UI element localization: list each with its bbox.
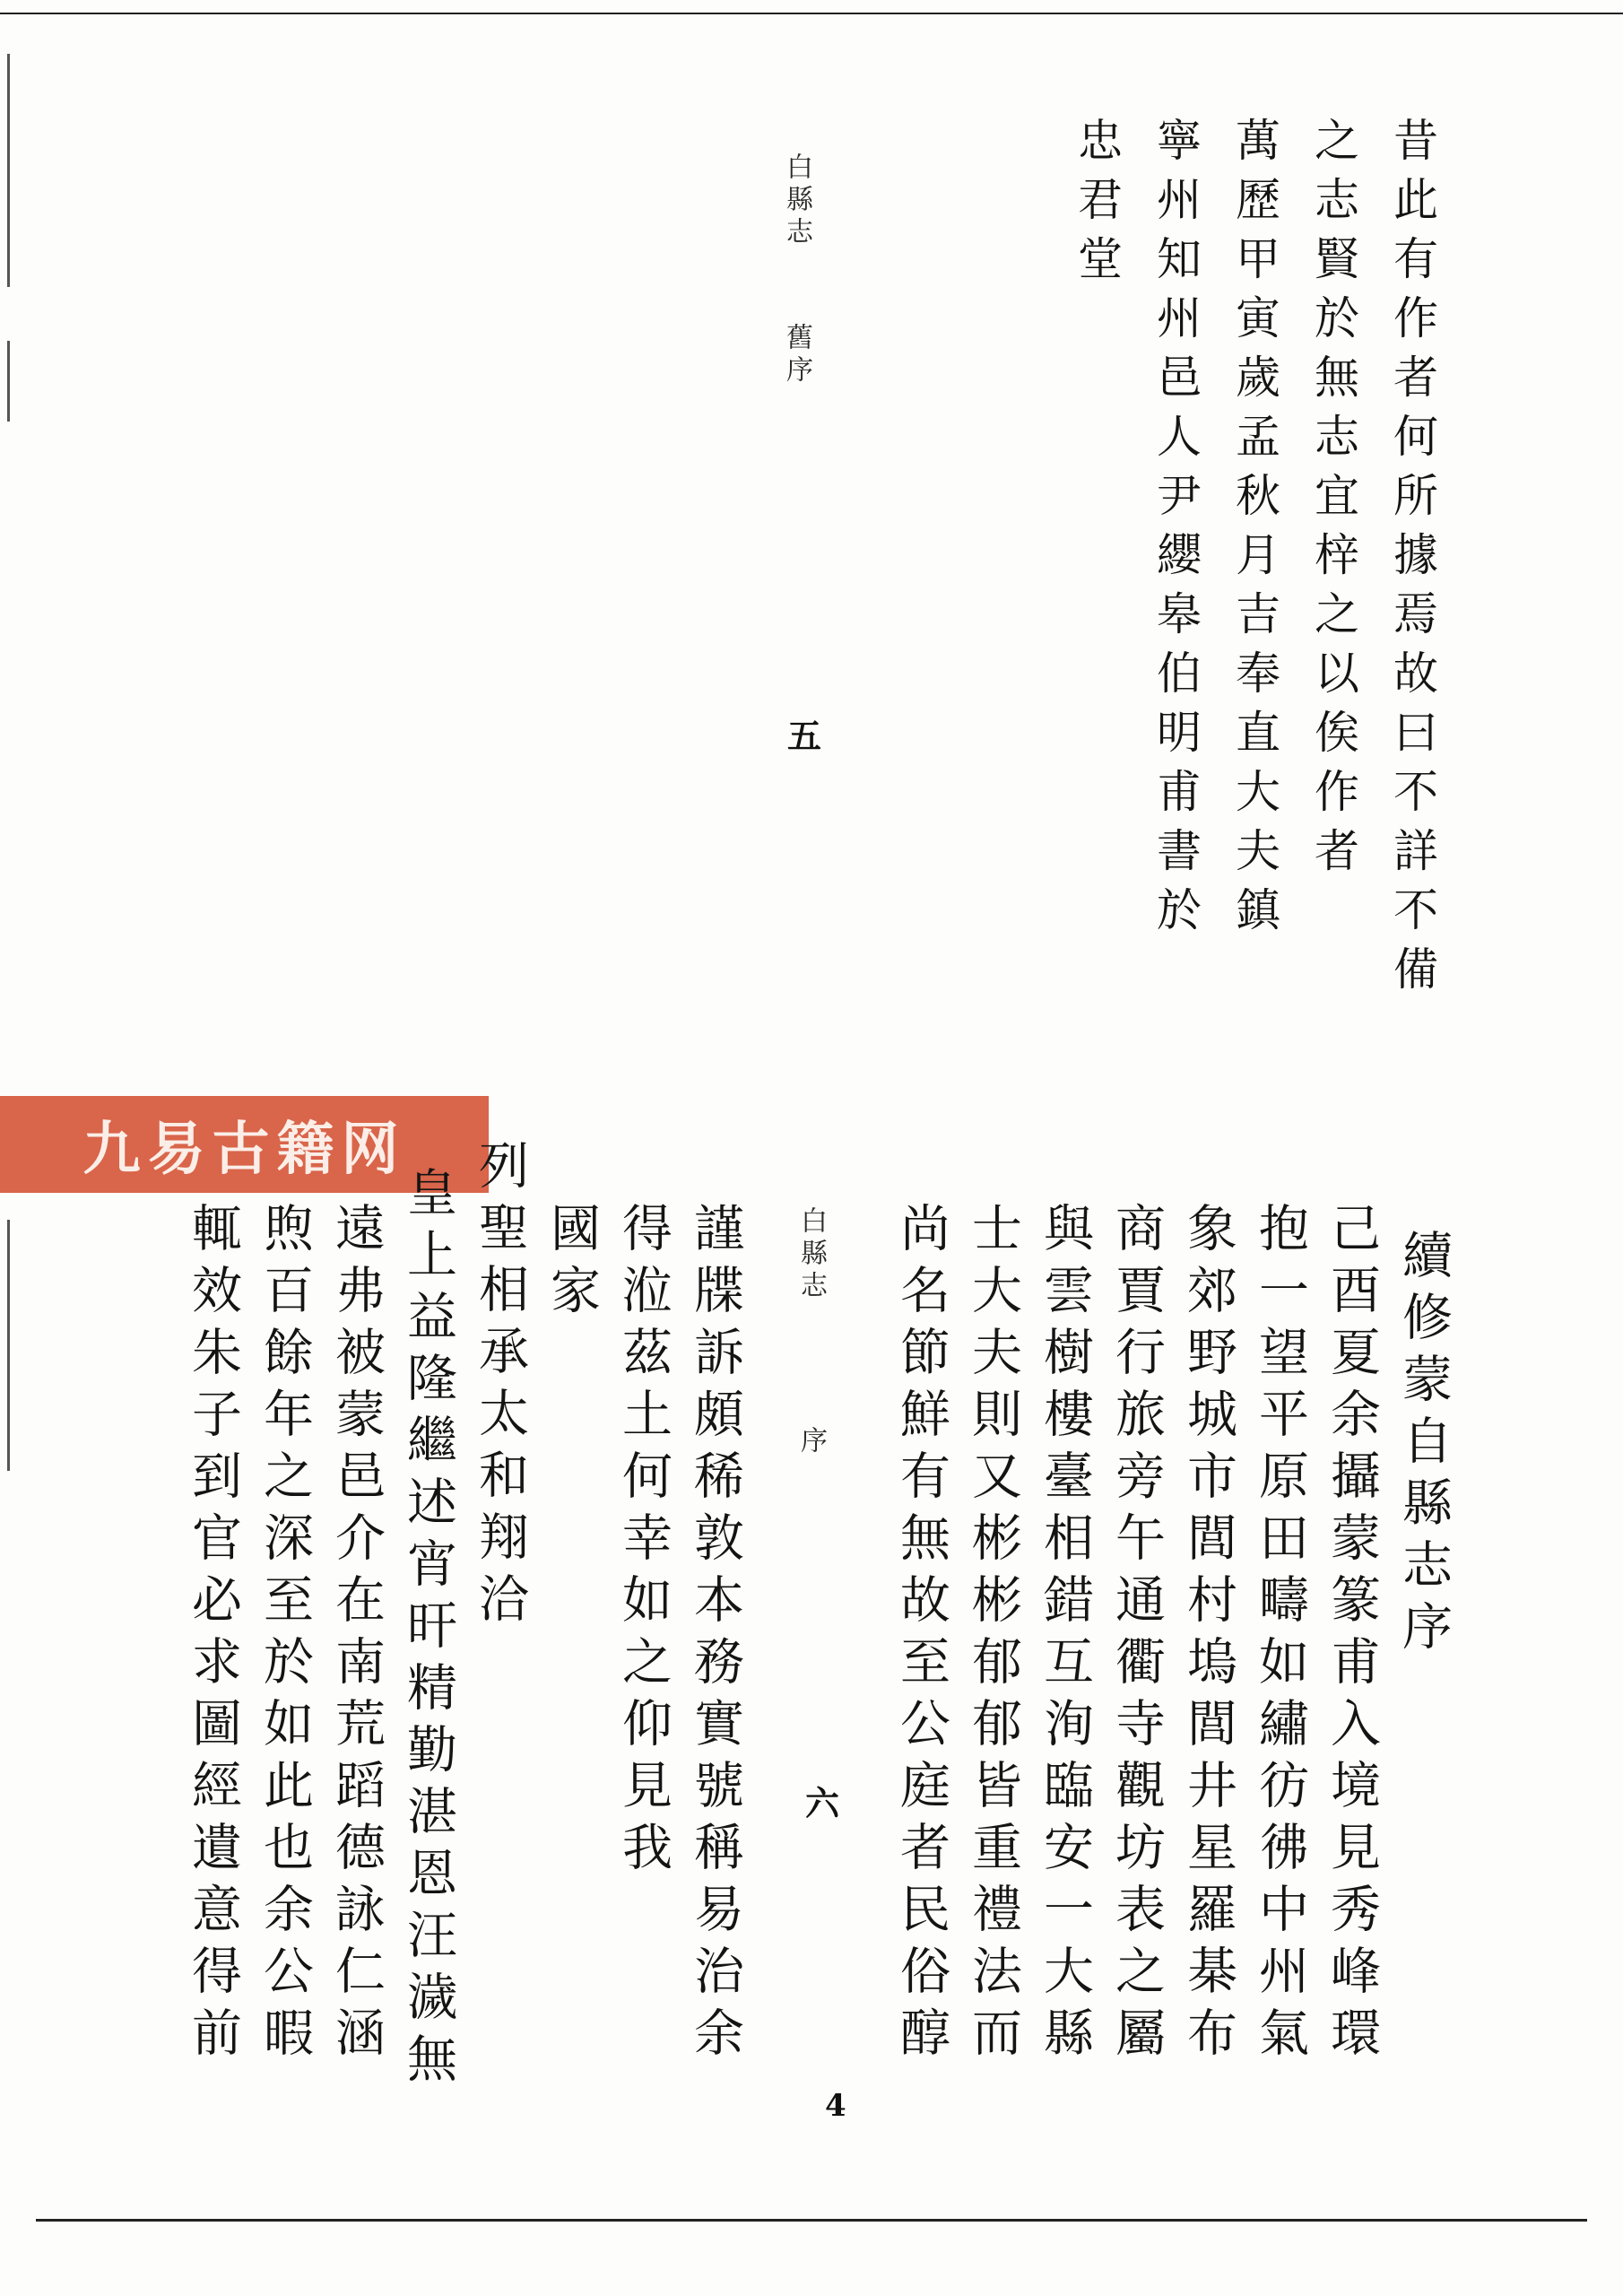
top-border-rule <box>0 13 1623 14</box>
lower-text-column: 商賈行旅旁午通衢寺觀坊表之屬 <box>1107 1202 1166 2068</box>
upper-text-column: 寧州知州邑人尹纓皋伯明甫書於 <box>1150 117 1202 945</box>
margin-section-label: 舊序 <box>781 323 812 387</box>
folio-number: 六 <box>805 1783 840 1823</box>
lower-text-column: 抱一望平原田疇如繡彷彿中州氣 <box>1251 1202 1309 2068</box>
upper-text-column: 忠君堂 <box>1071 117 1123 294</box>
margin-section-label: 序 <box>795 1426 827 1458</box>
bottom-border-rule <box>36 2219 1587 2222</box>
page-number: 4 <box>825 2088 846 2124</box>
margin-book-title: 白縣志 <box>795 1206 827 1303</box>
watermark-text: 九易古籍网 <box>82 1117 406 1183</box>
elevated-honorific: 列聖相承太和翔洽 <box>471 1139 529 1634</box>
left-edge-mark <box>7 54 10 287</box>
margin-book-title: 白縣志 <box>781 152 812 249</box>
upper-text-column: 昔此有作者何所據焉故曰不詳不備 <box>1386 117 1438 1004</box>
lower-text-column: 輒效朱子到官必求圖經遺意得前 <box>184 1202 242 2068</box>
folio-number: 五 <box>787 716 822 756</box>
lower-text-column: 謹牒訴頗稀敦本務實號稱易治余 <box>686 1202 744 2068</box>
lower-text-column: 遠弗被蒙邑介在南荒蹈德詠仁涵 <box>327 1202 386 2068</box>
lower-text-column: 得涖茲土何幸如之仰見我 <box>614 1202 673 1883</box>
lower-text-column: 士大夫則又彬彬郁郁皆重禮法而 <box>964 1202 1022 2068</box>
upper-text-column: 萬歷甲寅歲孟秋月吉奉直大夫鎮 <box>1228 117 1280 945</box>
lower-text-column: 尚名節鮮有無故至公庭者民俗醇 <box>892 1202 950 2068</box>
elevated-honorific: 國家 <box>542 1202 601 1326</box>
elevated-honorific: 皇上益隆繼述宵旰精勤湛恩汪濊無 <box>399 1166 457 2094</box>
preface-title: 續修蒙自縣志序 <box>1394 1229 1453 1662</box>
lower-text-column: 與雲樹樓臺相錯互洵臨安一大縣 <box>1036 1202 1094 2068</box>
lower-text-column: 象郊野城市閭村塢閭井星羅棊布 <box>1179 1202 1237 2068</box>
upper-text-column: 之志賢於無志宜梓之以俟作者 <box>1307 117 1359 886</box>
left-edge-mark <box>7 1220 10 1471</box>
left-edge-mark <box>7 341 10 422</box>
lower-text-column: 己酉夏余攝蒙篆甫入境見秀峰環 <box>1323 1202 1381 2068</box>
lower-text-column: 煦百餘年之深至於如此也余公暇 <box>256 1202 314 2068</box>
